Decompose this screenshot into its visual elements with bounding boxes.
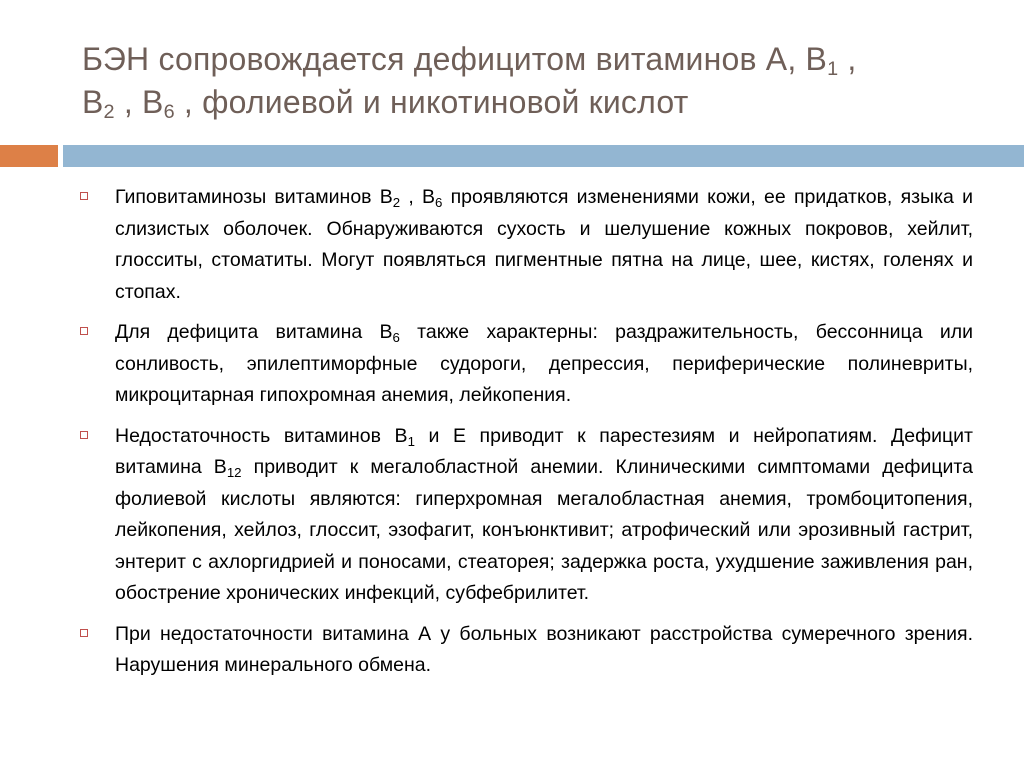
list-item-text — [115, 317, 973, 412]
title-underline-bar — [63, 145, 1024, 167]
list-item — [80, 421, 973, 610]
subscript: 2 — [392, 194, 401, 210]
text-run: также характерны: раздражительность, бессонница или сонливость, эпилептиморфные судороги, депрессия, периферические полиневриты, микроцитарная гипохромная анемия, лейкопения. — [115, 321, 973, 406]
list-item — [80, 619, 973, 682]
square-bullet-icon — [80, 629, 88, 637]
text-run: Гиповитаминозы витаминов В — [115, 186, 393, 208]
text-run: Недостаточность витаминов В — [115, 424, 408, 447]
text-run: При недостаточности витамина А у больных возникают расстройства сумеречного зрения. Нарушения минерального обмена. — [115, 622, 973, 676]
title-text: БЭН сопровождается дефицитом витаминов А, В — [82, 41, 828, 77]
title-text: , В — [114, 83, 164, 120]
title-subscript: 2 — [103, 100, 115, 123]
text-run: Для дефицита витамина В — [115, 321, 393, 343]
text-run: проявляются изменениями кожи, ее придатков, языка и слизистых оболочек. Обнаруживаются сухость и шелушение кожных покровов, хейлит, глосситы, стоматиты. Могут появляться пигментные пятна на лице, шее, кистях, голенях и стопах. — [115, 186, 973, 303]
square-bullet-icon — [80, 431, 88, 439]
subscript: 12 — [226, 464, 242, 480]
list-item-text — [115, 421, 973, 610]
slide-title — [82, 38, 982, 123]
bullet-list — [80, 182, 973, 691]
title-subscript: 1 — [827, 57, 839, 80]
text-run: и Е приводит к парестезиям и нейропатиям. Дефицит витамина В — [115, 424, 973, 478]
title-subscript: 6 — [163, 100, 175, 123]
list-item — [80, 182, 973, 308]
title-text: , — [838, 41, 857, 77]
list-item-text — [115, 182, 973, 308]
subscript: 1 — [407, 433, 415, 449]
accent-bar — [0, 145, 58, 167]
list-item-text — [115, 619, 973, 682]
subscript: 6 — [392, 329, 400, 345]
square-bullet-icon — [80, 327, 88, 335]
list-item — [80, 317, 973, 412]
title-text: В — [82, 83, 104, 120]
title-text: , фолиевой и никотиновой кислот — [174, 83, 689, 120]
text-run: , В — [400, 186, 435, 208]
title-line1 — [82, 41, 857, 80]
subscript: 6 — [434, 194, 443, 210]
square-bullet-icon — [80, 192, 88, 200]
title-line2 — [82, 83, 689, 123]
text-run: приводит к мегалобластной анемии. Клиническими симптомами дефицита фолиевой кислоты являются: гиперхромная мегалобластная анемия, тромбоцитопения, лейкопения, хейлоз, глоссит, эзофагит, конъюнктивит; атрофический или эрозивный гастрит, энтерит с ахлоргидрией и поносами, стеаторея; задержка роста, ухудшение заживления ран, обострение хронических инфекций, субфебрилитет. — [115, 456, 973, 604]
